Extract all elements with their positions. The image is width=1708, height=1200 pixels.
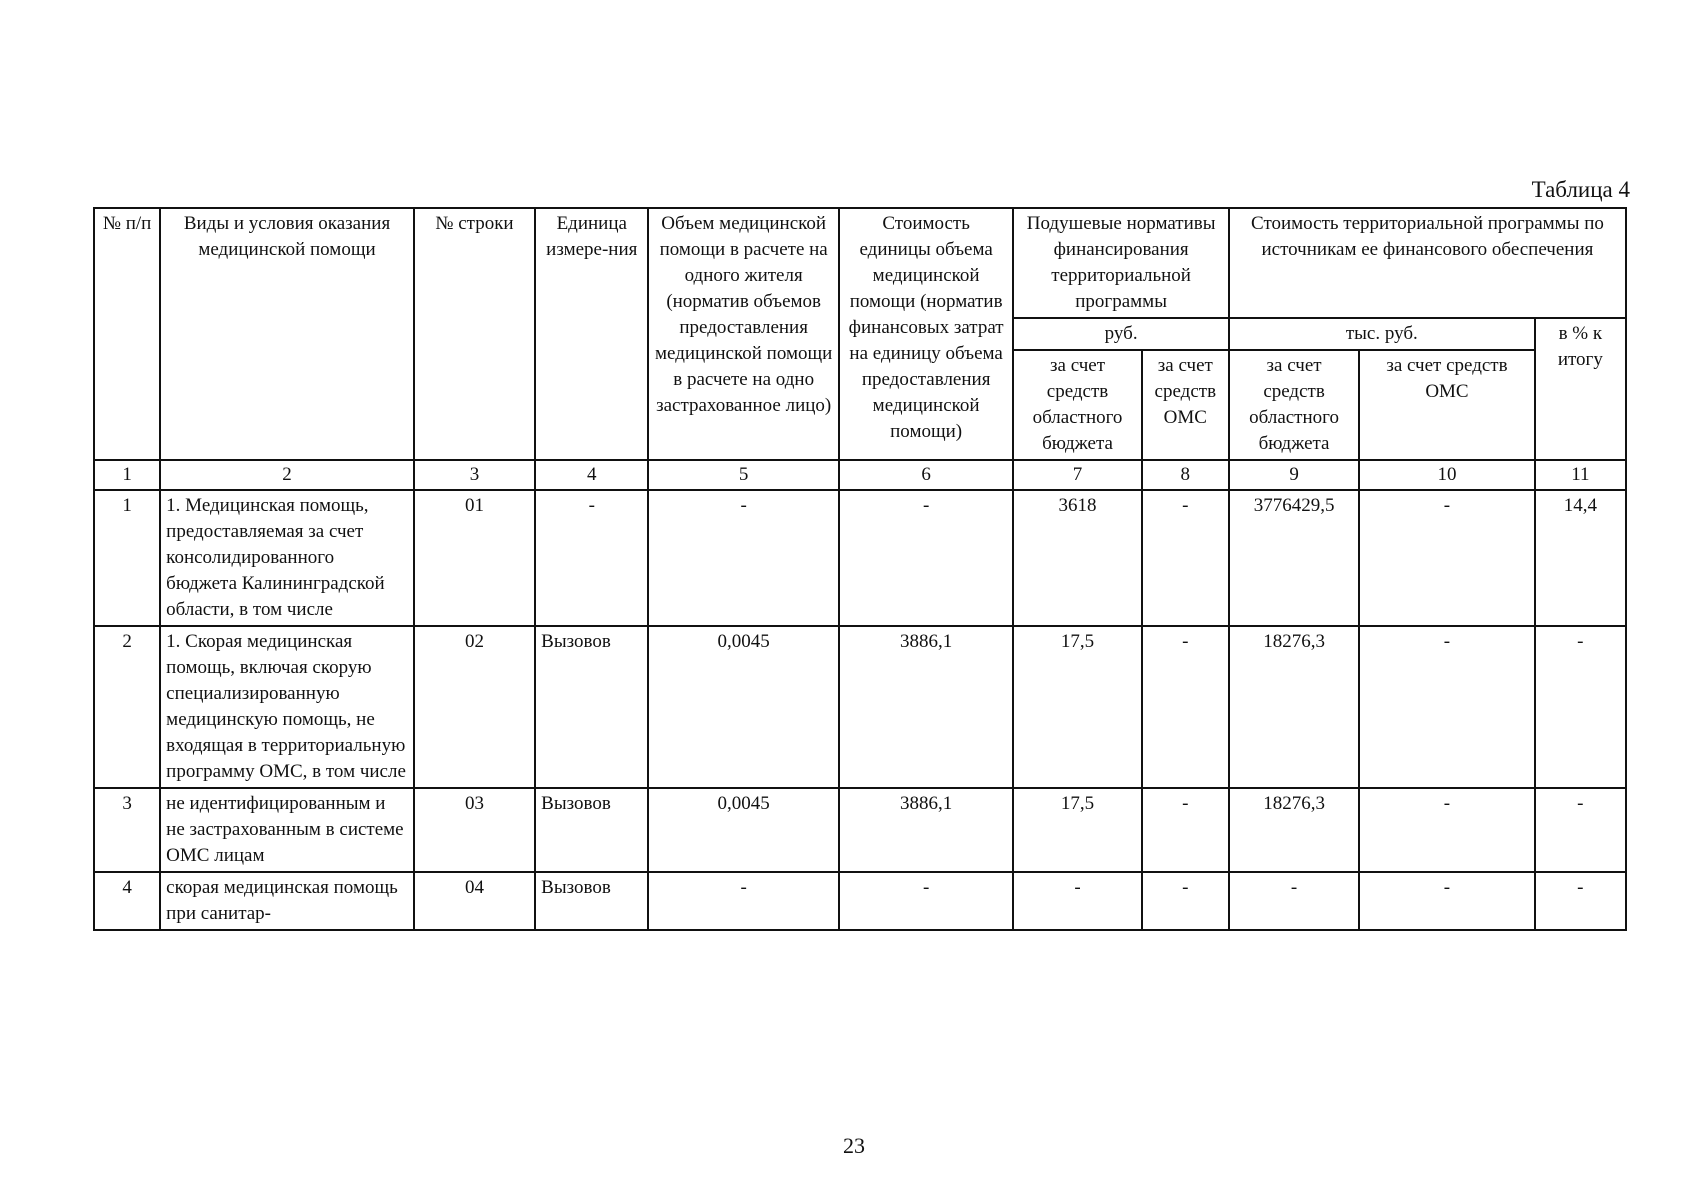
column-number: 3 [414, 460, 535, 490]
row-program-oms: - [1359, 872, 1534, 930]
column-number: 9 [1229, 460, 1359, 490]
row-program-budget: - [1229, 872, 1359, 930]
table-row [94, 626, 1626, 788]
row-per-capita-oms: - [1142, 626, 1229, 788]
header-cost: Стоимость единицы объема медицинской помощи (норматив финансовых затрат на единицу объема предоставления медицинской помощи) [839, 208, 1013, 460]
row-unit: Вызовов [535, 626, 648, 788]
row-per-capita-oms: - [1142, 788, 1229, 872]
row-pct: 14,4 [1535, 490, 1626, 626]
header-rub: руб. [1013, 318, 1229, 350]
header-per-capita-budget: за счет средств областного бюджета [1013, 350, 1141, 460]
row-pct: - [1535, 872, 1626, 930]
header-program-cost: Стоимость территориальной программы по источникам ее финансового обеспечения [1229, 208, 1626, 318]
row-type: 1. Скорая медицинская помощь, включая скорую специализированную медицинскую помощь, не входящая в территориальную программу ОМС, в том числе [160, 626, 414, 788]
row-volume: 0,0045 [648, 788, 838, 872]
header-per-capita-oms: за счет средств ОМС [1142, 350, 1229, 460]
row-per-capita-budget: - [1013, 872, 1141, 930]
row-num: 4 [94, 872, 160, 930]
row-program-oms: - [1359, 490, 1534, 626]
row-type: не идентифицированным и не застрахованным в системе ОМС лицам [160, 788, 414, 872]
column-number: 6 [839, 460, 1013, 490]
row-cost: 3886,1 [839, 788, 1013, 872]
header-num: № п/п [94, 208, 160, 460]
header-row-code: № строки [414, 208, 535, 460]
row-per-capita-budget: 3618 [1013, 490, 1141, 626]
page-number: 23 [843, 1133, 865, 1158]
row-unit: Вызовов [535, 872, 648, 930]
row-code: 04 [414, 872, 535, 930]
row-num: 2 [94, 626, 160, 788]
row-program-budget: 18276,3 [1229, 626, 1359, 788]
row-volume: - [648, 872, 838, 930]
column-number: 5 [648, 460, 838, 490]
row-program-budget: 3776429,5 [1229, 490, 1359, 626]
table-label: Таблица 4 [1531, 177, 1630, 202]
row-type: 1. Медицинская помощь, предоставляемая за счет консолидированного бюджета Калининградской области, в том числе [160, 490, 414, 626]
column-number: 4 [535, 460, 648, 490]
row-program-oms: - [1359, 626, 1534, 788]
row-cost: - [839, 490, 1013, 626]
table-row [94, 872, 1626, 930]
row-code: 03 [414, 788, 535, 872]
row-program-budget: 18276,3 [1229, 788, 1359, 872]
header-volume: Объем медицинской помощи в расчете на одного жителя (норматив объемов предоставления медицинской помощи в расчете на одно застрахованное лицо) [648, 208, 838, 460]
row-volume: 0,0045 [648, 626, 838, 788]
row-code: 01 [414, 490, 535, 626]
column-number: 7 [1013, 460, 1141, 490]
row-per-capita-budget: 17,5 [1013, 626, 1141, 788]
row-volume: - [648, 490, 838, 626]
row-num: 1 [94, 490, 160, 626]
column-number: 8 [1142, 460, 1229, 490]
table-row [94, 490, 1626, 626]
column-number: 1 [94, 460, 160, 490]
row-program-oms: - [1359, 788, 1534, 872]
row-per-capita-oms: - [1142, 490, 1229, 626]
column-number: 10 [1359, 460, 1534, 490]
row-per-capita-oms: - [1142, 872, 1229, 930]
table-row [94, 788, 1626, 872]
column-number: 11 [1535, 460, 1626, 490]
row-pct: - [1535, 626, 1626, 788]
column-number-row [94, 460, 1626, 490]
header-type: Виды и условия оказания медицинской помощи [160, 208, 414, 460]
column-number: 2 [160, 460, 414, 490]
row-pct: - [1535, 788, 1626, 872]
row-cost: - [839, 872, 1013, 930]
row-num: 3 [94, 788, 160, 872]
header-per-capita: Подушевые нормативы финансирования территориальной программы [1013, 208, 1229, 318]
header-thous-rub: тыс. руб. [1229, 318, 1535, 350]
header-unit: Единица измере-ния [535, 208, 648, 460]
row-per-capita-budget: 17,5 [1013, 788, 1141, 872]
financing-table [93, 207, 1627, 931]
row-code: 02 [414, 626, 535, 788]
row-cost: 3886,1 [839, 626, 1013, 788]
row-unit: Вызовов [535, 788, 648, 872]
header-program-oms: за счет средств ОМС [1359, 350, 1534, 460]
header-program-budget: за счет средств областного бюджета [1229, 350, 1359, 460]
header-pct-total: в % к итогу [1535, 318, 1626, 460]
row-type: скорая медицинская помощь при санитар- [160, 872, 414, 930]
row-unit: - [535, 490, 648, 626]
